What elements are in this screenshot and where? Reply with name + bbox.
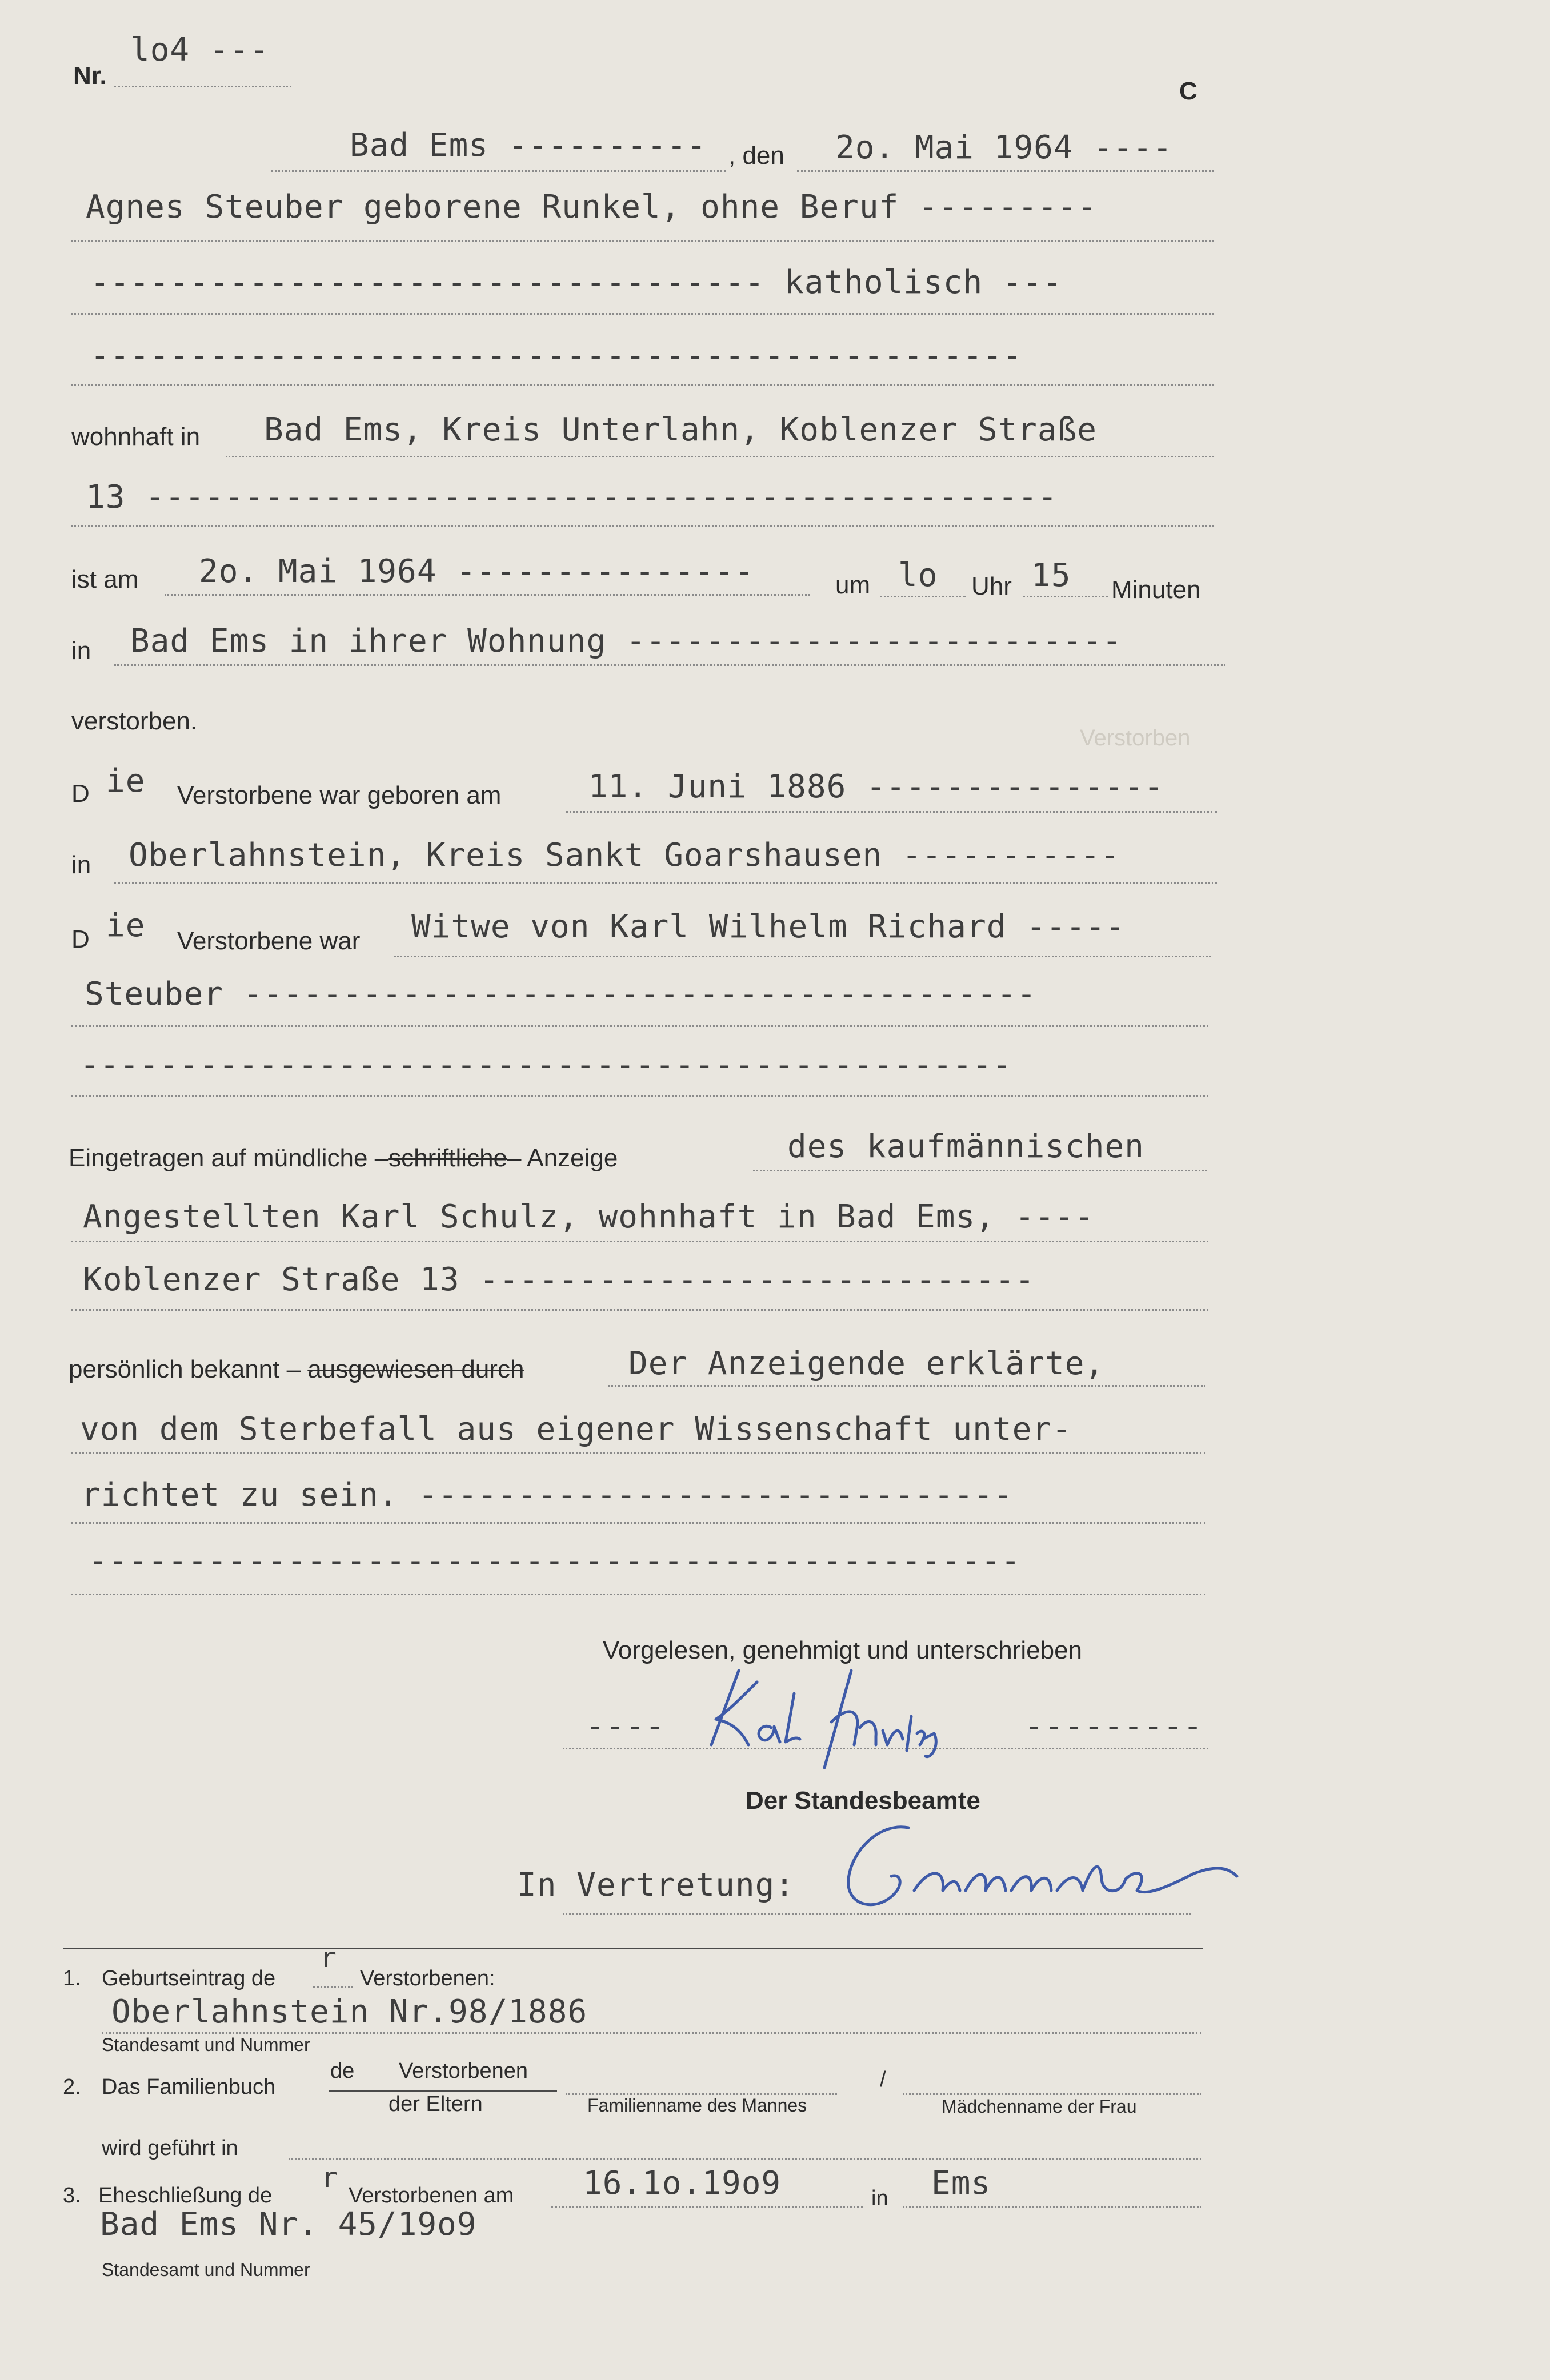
wohnhaft-label: wohnhaft in (71, 423, 201, 451)
death-minute: 15 (1031, 557, 1071, 594)
death-place: Bad Ems in ihrer Wohnung ------------------------- (130, 623, 1122, 660)
verstorben-label: verstorben. (71, 707, 198, 735)
death-hour: lo (898, 557, 938, 594)
note-3-date: 16.1o.19o9 (583, 2165, 782, 2202)
death-date: 2o. Mai 1964 --------------- (199, 553, 755, 590)
person-line-2: ---------------------------------- katholisch --- (90, 264, 1063, 301)
note-2-fraction-line (329, 2090, 557, 2092)
status-underline-1 (394, 956, 1211, 957)
note-2-verstorbenen: Verstorbenen (399, 2059, 528, 2083)
hour-underline (880, 596, 966, 597)
informant-underline-3 (71, 1309, 1208, 1311)
uhr-label: Uhr (971, 572, 1012, 600)
person-underline-1 (71, 240, 1214, 242)
date-underline (797, 170, 1214, 172)
note-2-caption-mann: Familienname des Mannes (587, 2095, 807, 2116)
status-line-3: ----------------------------------------------- (80, 1046, 1012, 1083)
read-approved-label: Vorgelesen, genehmigt und unterschrieben (603, 1636, 1083, 1664)
status-d-label: D (71, 925, 90, 953)
informant-line-3: Koblenzer Straße 13 ---------------------------- (83, 1261, 1035, 1298)
registration-place: Bad Ems ---------- (350, 127, 707, 164)
residence-underline-2 (71, 525, 1214, 527)
note-1-caption: Standesamt und Nummer (102, 2034, 310, 2055)
informant-line-2: Angestellten Karl Schulz, wohnhaft in Bad Ems, ---- (83, 1198, 1095, 1235)
informant-line-1: des kaufmännischen (787, 1128, 1144, 1165)
birth-place-underline (114, 882, 1217, 884)
residence-line-2: 13 ---------------------------------------------- (86, 479, 1058, 516)
residence-line-1: Bad Ems, Kreis Unterlahn, Koblenzer Straße (264, 411, 1098, 448)
identity-label (69, 1355, 524, 1384)
identity-underline-3 (71, 1522, 1205, 1524)
person-line-3: ----------------------------------------------- (90, 337, 1023, 374)
status-underline-2 (71, 1025, 1208, 1027)
note-2-label: Das Familienbuch (102, 2075, 276, 2099)
corner-letter: C (1179, 77, 1197, 105)
identity-line-2: von dem Sterbefall aus eigener Wissenschaft unter- (80, 1411, 1072, 1448)
deputy-label: In Vertretung: (517, 1867, 795, 1904)
note-2-de: de (330, 2059, 355, 2083)
minuten-label: Minuten (1111, 576, 1201, 604)
note-1-sup-underline (313, 1986, 353, 1988)
birth-in-label: in (71, 851, 91, 879)
note-1-sup: r (320, 1942, 337, 1974)
residence-underline-1 (226, 456, 1214, 457)
identity-underline-4 (71, 1594, 1205, 1595)
informant-underline-2 (71, 1241, 1208, 1242)
note-1-label-a: Geburtseintrag de (102, 1966, 276, 1990)
registration-label-struck: schriftliche (388, 1144, 508, 1172)
nr-label: Nr. (73, 62, 107, 90)
note-2-frau-underline (903, 2093, 1201, 2095)
note-2-slash: / (880, 2068, 886, 2092)
identity-underline-1 (608, 1385, 1205, 1387)
identity-label-struck: ausgewiesen durch (307, 1355, 524, 1383)
note-1-label-b: Verstorbenen: (360, 1966, 495, 1990)
nr-value: lo4 --- (130, 31, 270, 69)
birth-place: Oberlahnstein, Kreis Sankt Goarshausen ----------- (129, 837, 1120, 874)
birth-d-suffix: ie (106, 762, 146, 800)
note-3-label-b: Verstorbenen am (349, 2184, 514, 2208)
status-line-1: Witwe von Karl Wilhelm Richard ----- (411, 908, 1126, 945)
place-underline (271, 170, 726, 172)
death-date-underline (165, 594, 810, 596)
note-2-wird-underline (289, 2158, 1201, 2160)
registrar-title: Der Standesbeamte (746, 1787, 980, 1815)
signature-dash-left: ---- (586, 1708, 665, 1745)
ist-am-label: ist am (71, 565, 139, 593)
note-2-wird-label: wird geführt in (102, 2136, 238, 2160)
registration-label-b: – Anzeige (507, 1144, 618, 1172)
note-1-number: 1. (63, 1966, 81, 1990)
status-underline-3 (71, 1095, 1208, 1097)
registration-label (69, 1144, 618, 1173)
identity-underline-2 (71, 1452, 1205, 1454)
registration-date: 2o. Mai 1964 ---- (835, 129, 1173, 166)
minute-underline (1023, 596, 1108, 597)
person-underline-2 (71, 313, 1214, 315)
note-1-underline (102, 2032, 1201, 2034)
note-1-value: Oberlahnstein Nr.98/1886 (111, 1993, 588, 2030)
death-place-underline (114, 664, 1225, 666)
note-2-eltern: der Eltern (388, 2092, 483, 2116)
informant-underline-1 (753, 1170, 1207, 1171)
death-in-label: in (71, 637, 91, 665)
person-line-1: Agnes Steuber geborene Runkel, ohne Beruf --------- (86, 188, 1098, 226)
note-2-number: 2. (63, 2075, 81, 2099)
den-label: , den (728, 142, 784, 170)
note-3-place: Ems (931, 2165, 991, 2202)
birth-label: Verstorbene war geboren am (177, 781, 502, 809)
note-3-sup: r (321, 2162, 338, 2194)
note-3-date-underline (551, 2206, 863, 2208)
note-3-number: 3. (63, 2184, 81, 2208)
birth-date-underline (566, 811, 1217, 813)
bleed-through-text: Verstorben (1080, 725, 1191, 750)
identity-label-a: persönlich bekannt – (69, 1355, 301, 1383)
note-2-caption-frau: Mädchenname der Frau (942, 2096, 1137, 2117)
registrar-signature (828, 1811, 1245, 1936)
signature-dash-right: --------- (1024, 1708, 1203, 1745)
note-3-place-underline (903, 2206, 1201, 2208)
birth-date: 11. Juni 1886 --------------- (588, 768, 1164, 805)
note-3-label-a: Eheschließung de (98, 2184, 273, 2208)
section-divider (63, 1948, 1203, 1949)
identity-line-3: richtet zu sein. ------------------------------ (81, 1476, 1014, 1514)
note-3-caption: Standesamt und Nummer (102, 2259, 310, 2280)
informant-signature (694, 1659, 991, 1773)
um-label: um (835, 571, 871, 599)
status-d-suffix: ie (106, 907, 146, 944)
note-3-value: Bad Ems Nr. 45/19o9 (100, 2206, 477, 2243)
status-line-2: Steuber ---------------------------------------- (85, 976, 1037, 1013)
registration-label-a: Eingetragen auf mündliche – (69, 1144, 389, 1172)
nr-underline (114, 86, 291, 87)
identity-line-1: Der Anzeigende erklärte, (628, 1345, 1105, 1382)
birth-d-label: D (71, 780, 90, 808)
note-3-in-label: in (871, 2186, 888, 2210)
identity-line-4: ----------------------------------------------- (89, 1542, 1021, 1579)
person-underline-3 (71, 384, 1214, 386)
status-label: Verstorbene war (177, 927, 361, 955)
